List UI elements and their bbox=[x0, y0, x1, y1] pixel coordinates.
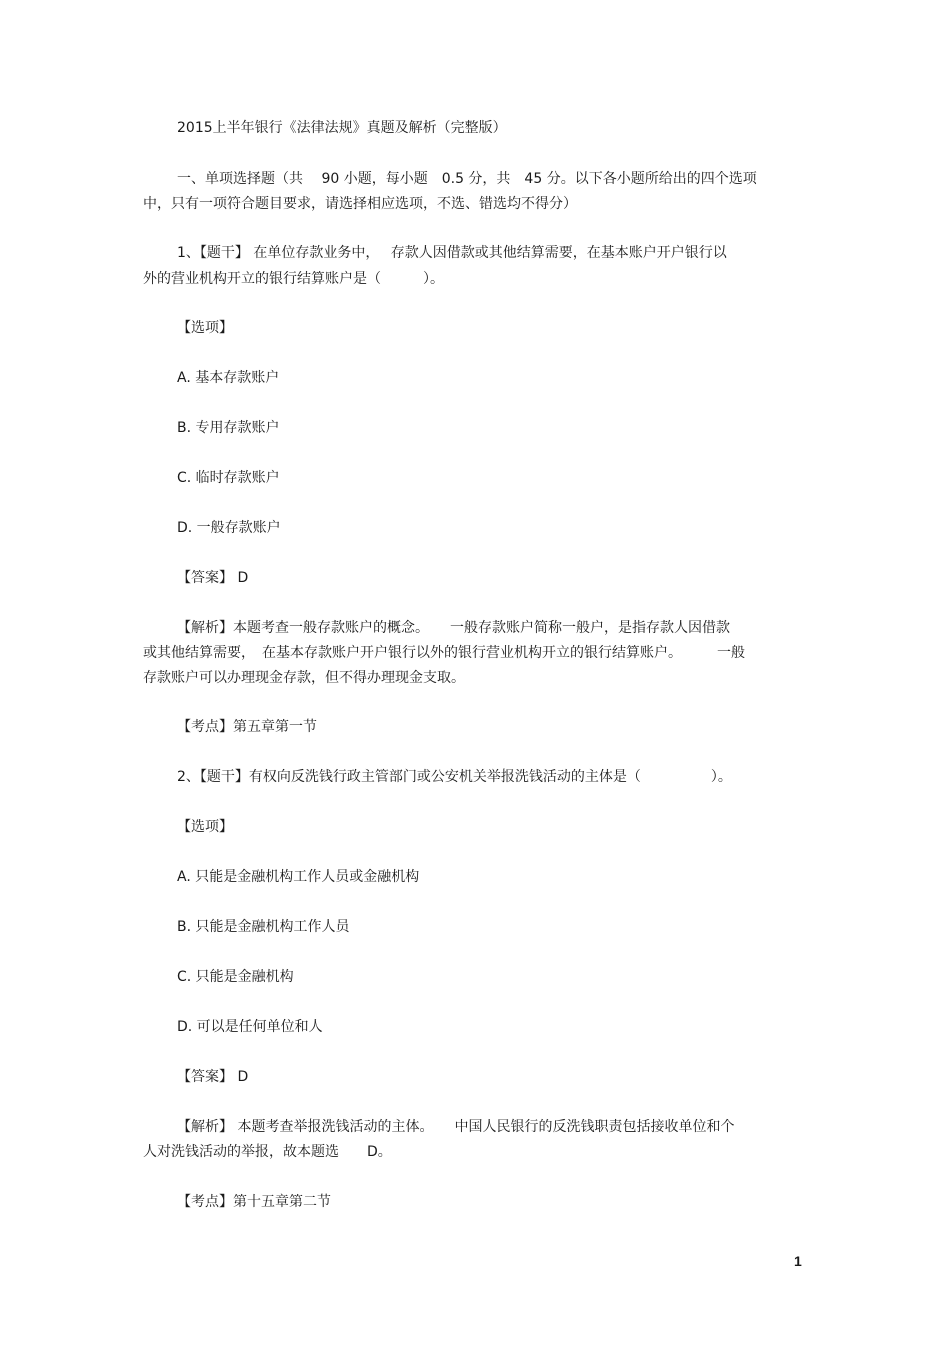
question-1-option-a: A. 基本存款账户 bbox=[177, 370, 280, 386]
question-2-option-b: B. 只能是金融机构工作人员 bbox=[177, 919, 350, 935]
question-1-analysis-line-2: 或其他结算需要， 在基本存款账户开户银行以外的银行营业机构开立的银行结算账户。 一般 bbox=[143, 645, 745, 661]
question-2-stem-line-1: 2、【题干】有权向反洗钱行政主管部门或公安机关举报洗钱活动的主体是（ ）。 bbox=[177, 769, 732, 785]
question-1-option-d: D. 一般存款账户 bbox=[177, 520, 281, 536]
question-1-answer: 【答案】 D bbox=[177, 570, 249, 586]
question-2-analysis-line-2: 人对洗钱活动的举报，故本题选 D。 bbox=[143, 1144, 392, 1160]
question-1-stem-line-1: 1、【题干】 在单位存款业务中， 存款人因借款或其他结算需要，在基本账户开户银行以 bbox=[177, 245, 727, 261]
question-1-stem-line-2: 外的营业机构开立的银行结算账户是（ ）。 bbox=[143, 271, 444, 287]
section-heading-line-1: 一、单项选择题（共 90 小题，每小题 0.5 分，共 45 分。以下各小题所给出的四个选项 bbox=[177, 171, 757, 187]
question-1-analysis-line-3: 存款账户可以办理现金存款，但不得办理现金支取。 bbox=[143, 670, 465, 686]
question-2-analysis-line-1: 【解析】 本题考查举报洗钱活动的主体。 中国人民银行的反洗钱职责包括接收单位和个 bbox=[177, 1119, 735, 1135]
question-1-option-c: C. 临时存款账户 bbox=[177, 470, 280, 486]
question-1-option-b: B. 专用存款账户 bbox=[177, 420, 280, 436]
section-heading-line-2: 中，只有一项符合题目要求，请选择相应选项，不选、错选均不得分） bbox=[143, 196, 577, 212]
question-2-options-label: 【选项】 bbox=[177, 819, 233, 835]
question-2-option-a: A. 只能是金融机构工作人员或金融机构 bbox=[177, 869, 420, 885]
question-1-analysis-line-1: 【解析】本题考查一般存款账户的概念。 一般存款账户简称一般户，是指存款人因借款 bbox=[177, 620, 730, 636]
document-title: 2015上半年银行《法律法规》真题及解析（完整版） bbox=[177, 120, 507, 136]
question-1-key-point: 【考点】第五章第一节 bbox=[177, 719, 317, 735]
page-number: 1 bbox=[794, 1253, 802, 1269]
question-1-options-label: 【选项】 bbox=[177, 320, 233, 336]
question-2-key-point: 【考点】第十五章第二节 bbox=[177, 1194, 331, 1210]
question-2-option-d: D. 可以是任何单位和人 bbox=[177, 1019, 323, 1035]
question-2-answer: 【答案】 D bbox=[177, 1069, 249, 1085]
question-2-option-c: C. 只能是金融机构 bbox=[177, 969, 294, 985]
